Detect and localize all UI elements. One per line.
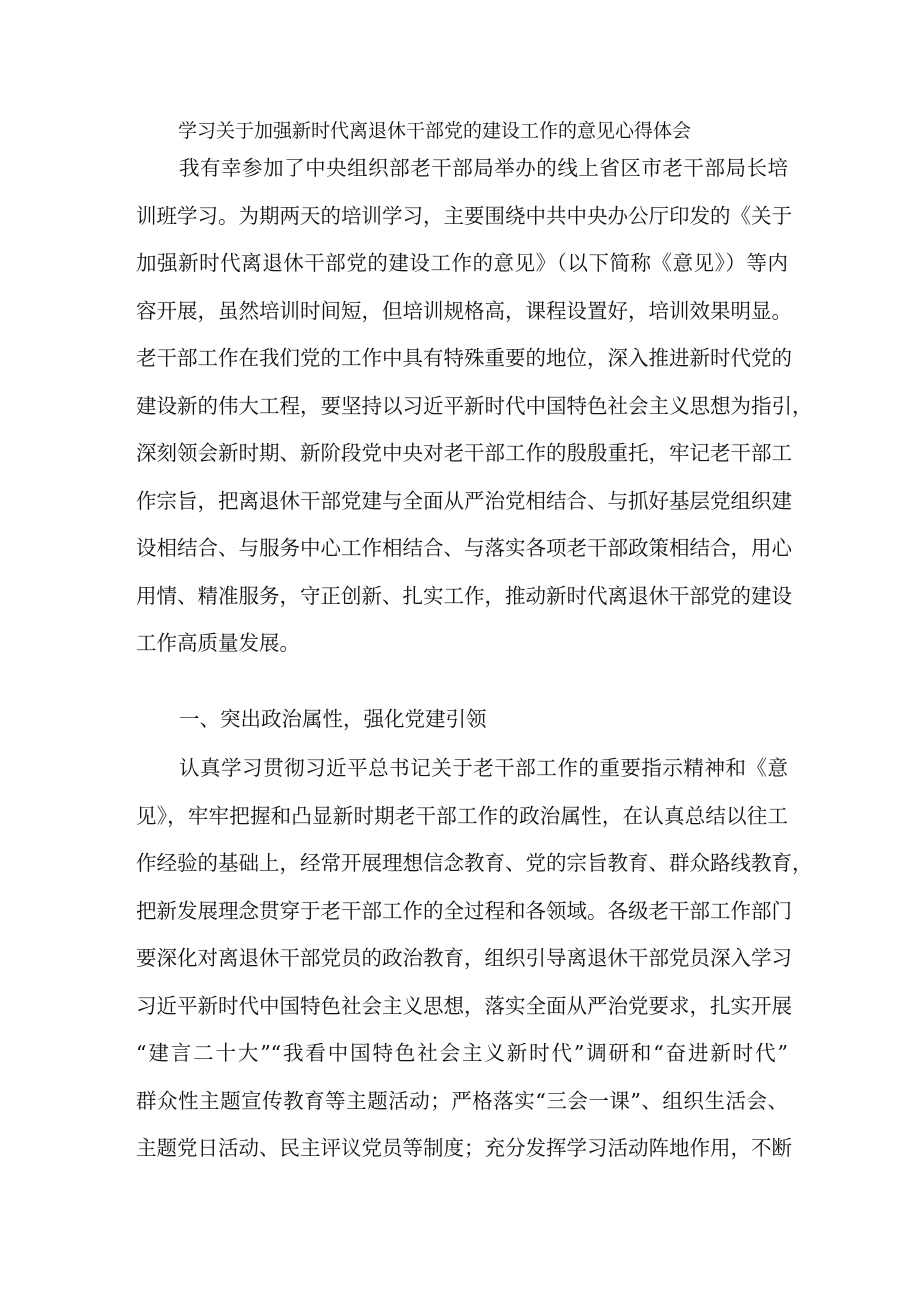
- paragraph-line: 习近平新时代中国特色社会主义思想，落实全面从严治党要求，扎实开展: [136, 993, 792, 1018]
- document-title: 学习关于加强新时代离退休干部党的建设工作的意见心得体会: [178, 120, 692, 142]
- section-heading: 一、突出政治属性，强化党建引领: [179, 707, 487, 731]
- paragraph-line: 设相结合、与服务中心工作相结合、与落实各项老干部政策相结合，用心: [136, 536, 792, 560]
- paragraph-line: 主题党日活动、民主评议党员等制度；充分发挥学习活动阵地作用，不断: [136, 1136, 792, 1160]
- paragraph-line: 深刻领会新时期、新阶段党中央对老干部工作的殷殷重托，牢记老干部工: [136, 441, 792, 465]
- paragraph-line: 老干部工作在我们党的工作中具有特殊重要的地位，深入推进新时代党的: [136, 346, 792, 370]
- paragraph-line: 把新发展理念贯穿于老干部工作的全过程和各领域。各级老干部工作部门: [136, 898, 792, 923]
- paragraph-line: 认真学习贯彻习近平总书记关于老干部工作的重要指示精神和《意: [179, 756, 788, 780]
- paragraph-line: 作宗旨，把离退休干部党建与全面从严治党相结合、与抓好基层党组织建: [136, 488, 792, 513]
- paragraph-line: 容开展，虽然培训时间短，但培训规格高，课程设置好，培训效果明显。: [136, 298, 792, 323]
- paragraph-line: 要深化对离退休干部党员的政治教育，组织引导离退休干部党员深入学习: [136, 946, 792, 970]
- paragraph-line: 我有幸参加了中央组织部老干部局举办的线上省区市老干部局长培: [179, 156, 788, 180]
- paragraph-line: 作经验的基础上，经常开展理想信念教育、党的宗旨教育、群众路线教育，: [136, 851, 813, 875]
- paragraph-line: 加强新时代离退休干部党的建设工作的意见》（以下简称《意见》）等内: [136, 251, 788, 275]
- paragraph-1: [136, 145, 813, 668]
- paragraph-line: 见》，牢牢把握和凸显新时期老干部工作的政治属性，在认真总结以往工: [136, 803, 788, 828]
- paragraph-line: “建言二十大”“我看中国特色社会主义新时代”调研和“奋进新时代”: [136, 1041, 788, 1065]
- paragraph-line: 工作高质量发展。: [136, 631, 300, 655]
- paragraph-2: [136, 745, 813, 1173]
- paragraph-line: 群众性主题宣传教育等主题活动；严格落实“三会一课”、组织生活会、: [136, 1088, 788, 1113]
- paragraph-line: 建设新的伟大工程，要坚持以习近平新时代中国特色社会主义思想为指引，: [136, 393, 813, 418]
- paragraph-line: 用情、精准服务，守正创新、扎实工作，推动新时代离退休干部党的建设: [136, 583, 792, 608]
- paragraph-line: 训班学习。为期两天的培训学习，主要围绕中共中央办公厅印发的《关于: [136, 203, 792, 228]
